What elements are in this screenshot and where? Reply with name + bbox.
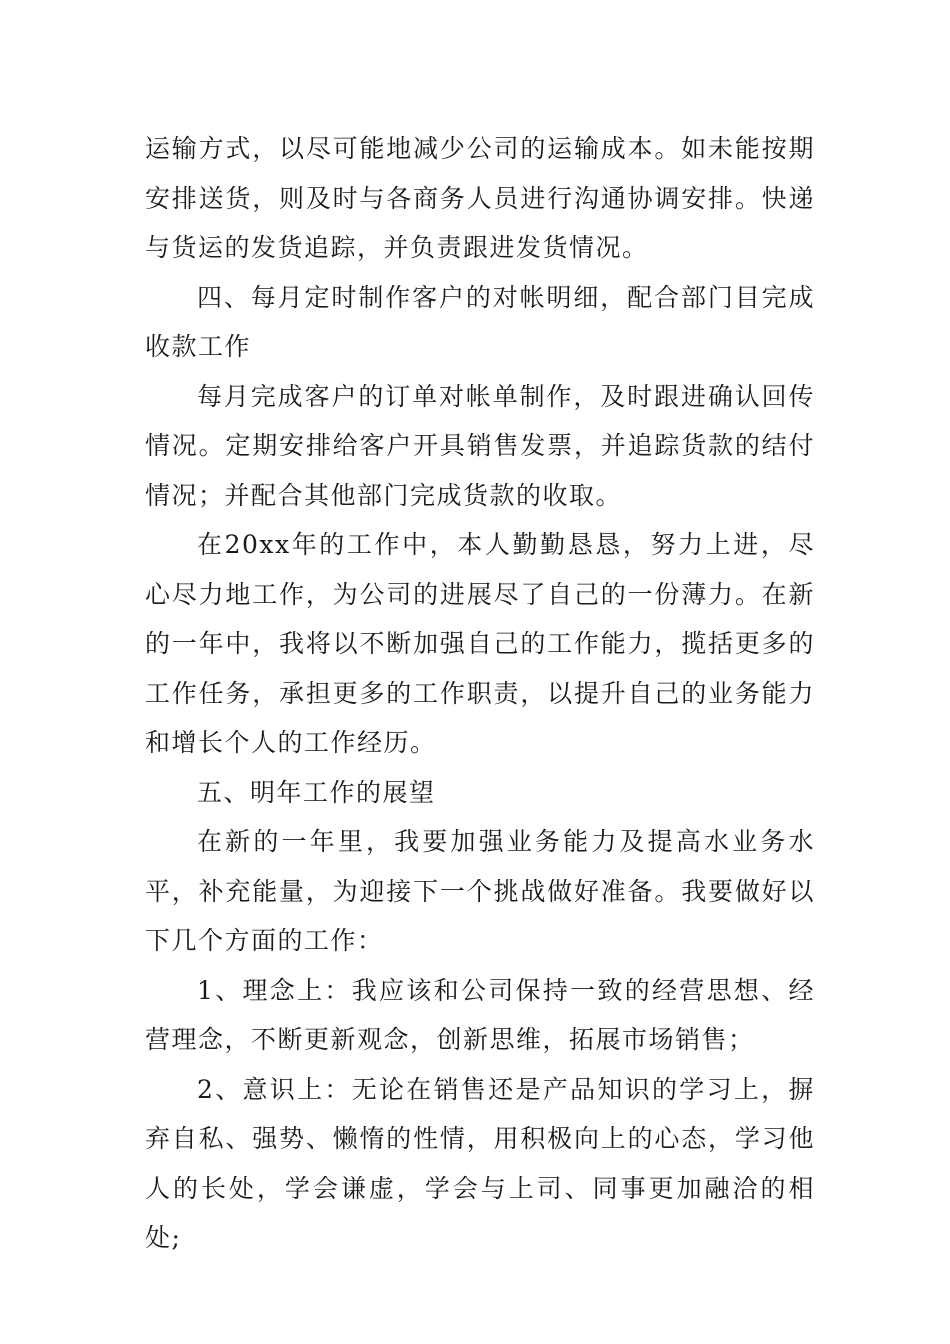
heading-section-four: 四、每月定时制作客户的对帐明细，配合部门目完成收款工作 bbox=[145, 282, 815, 361]
document-body bbox=[145, 124, 815, 1263]
paragraph-monthly-statement: 每月完成客户的订单对帐单制作，及时跟进确认回传情况。定期安排给客户开具销售发票，并追踪货款的结付情况；并配合其他部门完成货款的收取。 bbox=[145, 381, 815, 510]
paragraph-year-summary: 在20xx年的工作中，本人勤勤恳恳，努力上进，尽心尽力地工作，为公司的进展尽了自己的一份薄力。在新的一年中，我将以不断加强自己的工作能力，揽括更多的工作任务，承担更多的工作职责，以提升自己的业务能力和增长个人的工作经历。 bbox=[145, 530, 815, 757]
paragraph-transport: 运输方式，以尽可能地减少公司的运输成本。如未能按期安排送货，则及时与各商务人员进行沟通协调安排。快递与货运的发货追踪，并负责跟进发货情况。 bbox=[145, 134, 815, 262]
list-item-concept: 1、理念上：我应该和公司保持一致的经营思想、经营理念，不断更新观念，创新思维，拓展市场销售； bbox=[145, 975, 815, 1054]
heading-section-five: 五、明年工作的展望 bbox=[197, 777, 436, 807]
list-item-awareness: 2、意识上：无论在销售还是产品知识的学习上，摒弃自私、强势、懒惰的性情，用积极向上的心态，学习他人的长处，学会谦虚，学会与上司、同事更加融洽的相处; bbox=[145, 1074, 815, 1252]
paragraph-new-year: 在新的一年里，我要加强业务能力及提高水业务水平，补充能量，为迎接下一个挑战做好准备。我要做好以下几个方面的工作： bbox=[145, 827, 815, 955]
